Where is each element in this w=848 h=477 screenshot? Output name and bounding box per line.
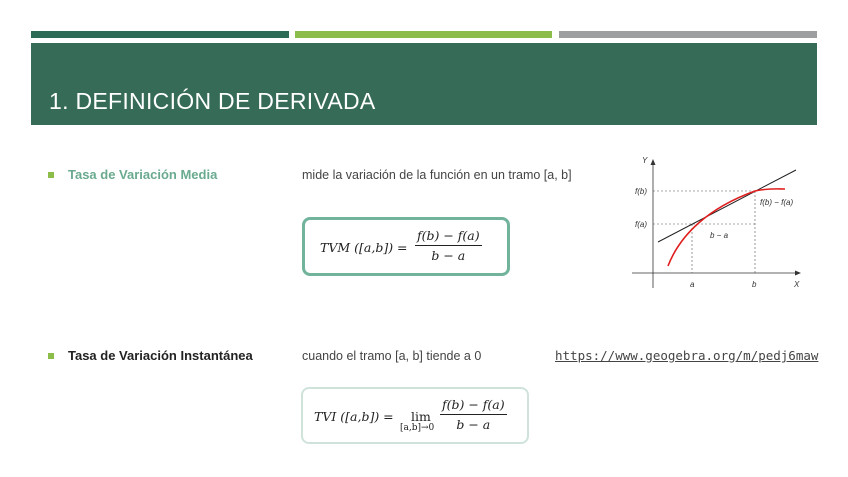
term-tvm: Tasa de Variación Media (68, 167, 218, 182)
term-tvi: Tasa de Variación Instantánea (68, 348, 253, 363)
bullet-icon (48, 172, 54, 178)
y-axis-arrow-icon (651, 159, 656, 165)
b-label: b (752, 280, 757, 289)
x-axis-label: X (794, 280, 800, 289)
tvi-denominator: b − a (456, 417, 491, 432)
tvi-numerator: f(b) − f(a) (440, 397, 507, 415)
tvi-lhs: TVI ([a,b]) = (314, 409, 394, 424)
geogebra-link[interactable]: https://www.geogebra.org/m/pedj6maw (555, 348, 819, 363)
tvi-lim: lim (411, 409, 431, 424)
tvi-formula-box (301, 387, 529, 444)
tvi-lim-subscript: [a,b]→0 (400, 423, 435, 433)
fb-label: f(b) (635, 187, 647, 196)
tvi-description: cuando el tramo [a, b] tiende a 0 (302, 349, 482, 363)
slide-title: 1. DEFINICIÓN DE DERIVADA (49, 88, 376, 114)
tvi-fraction (440, 397, 507, 432)
rise-label: f(b) − f(a) (760, 198, 794, 207)
tvm-numerator: f(b) − f(a) (415, 228, 482, 246)
tvm-fraction (415, 228, 482, 263)
secant-line-graph (618, 150, 818, 295)
tvm-formula-box (302, 217, 510, 276)
title-banner (31, 43, 817, 125)
a-label: a (690, 280, 695, 289)
y-axis-label: Y (642, 156, 648, 165)
tvm-denominator: b − a (431, 248, 466, 263)
run-label: b − a (710, 231, 729, 240)
top-bar-gray (559, 31, 817, 38)
tvm-lhs: TVM ([a,b]) = (320, 240, 408, 255)
tvm-description: mide la variación de la función en un tramo [a, b] (302, 168, 572, 182)
fa-label: f(a) (635, 220, 647, 229)
top-bar-light-green (295, 31, 552, 38)
top-bar-dark-green (31, 31, 289, 38)
bullet-icon (48, 353, 54, 359)
x-axis-arrow-icon (795, 271, 801, 276)
